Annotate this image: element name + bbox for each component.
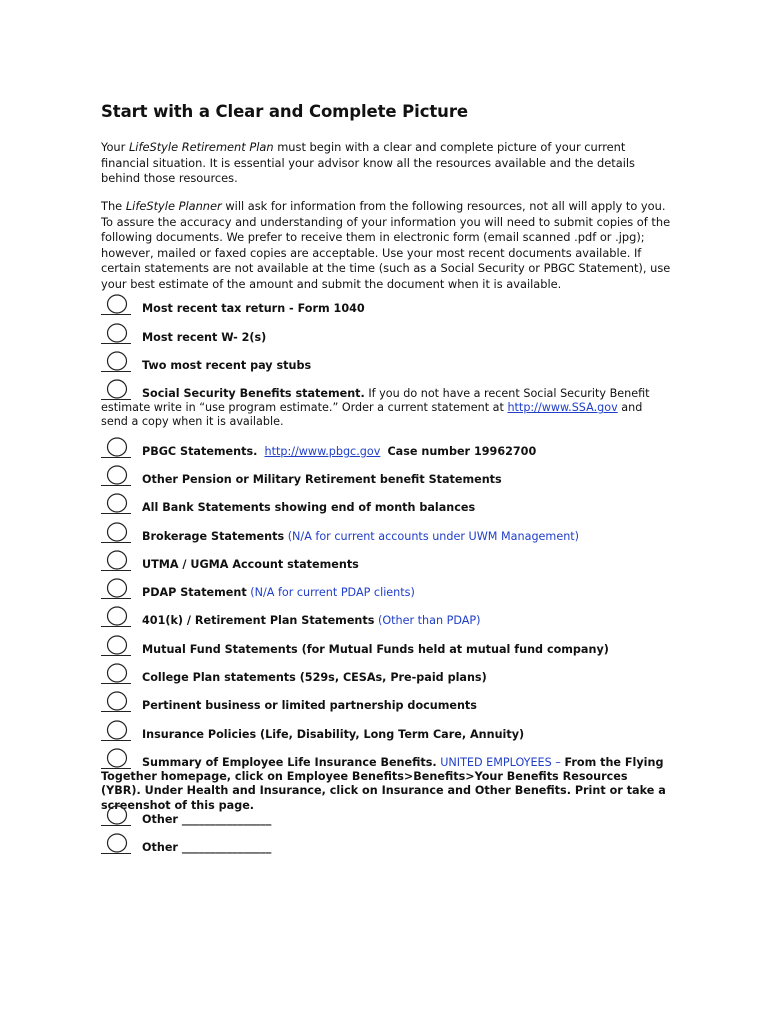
checkbox-circle-icon[interactable] bbox=[101, 437, 131, 459]
pbgc-link[interactable]: http://www.pbgc.gov bbox=[264, 445, 381, 458]
page-title: Start with a Clear and Complete Picture bbox=[101, 102, 468, 121]
checkbox-circle-icon[interactable] bbox=[101, 522, 131, 544]
checklist-item-tax-return bbox=[101, 294, 671, 316]
checklist-item-pdap bbox=[101, 578, 671, 600]
plan-name: LifeStyle Retirement Plan bbox=[128, 140, 274, 154]
checklist-item-social-security bbox=[101, 379, 671, 430]
item-detail-rest: and send a copy when it is available. bbox=[101, 401, 643, 429]
checklist-item-brokerage bbox=[101, 522, 671, 544]
item-label: Most recent W- 2(s) bbox=[142, 331, 267, 344]
checklist-item-business bbox=[101, 691, 671, 713]
checklist-item-other-1 bbox=[101, 805, 671, 827]
item-label: Brokerage Statements bbox=[142, 530, 285, 543]
checkbox-circle-icon[interactable] bbox=[101, 635, 131, 657]
item-detail: From the Flying Together homepage, click on Employee Benefits>Benefits>Your Benefits Resources (YBR). Under Health and Insurance, click on Insurance and Other Benefits. Print or take a screenshot of this page. bbox=[101, 756, 666, 812]
item-label: Other Pension or Military Retirement benefit Statements bbox=[142, 473, 502, 486]
checklist-item-bank bbox=[101, 493, 671, 515]
item-label: All Bank Statements showing end of month balances bbox=[142, 501, 476, 514]
item-label: UTMA / UGMA Account statements bbox=[142, 558, 359, 571]
checklist-item-mutual-fund bbox=[101, 635, 671, 657]
checkbox-circle-icon[interactable] bbox=[101, 578, 131, 600]
intro-text: Your bbox=[101, 140, 129, 154]
checkbox-circle-icon[interactable] bbox=[101, 465, 131, 487]
checkbox-circle-icon[interactable] bbox=[101, 323, 131, 345]
checkbox-circle-icon[interactable] bbox=[101, 294, 131, 316]
intro-paragraph bbox=[101, 140, 671, 187]
planner-name: LifeStyle Planner bbox=[125, 199, 222, 213]
checklist-item-pension bbox=[101, 465, 671, 487]
checklist-item-college-plan bbox=[101, 663, 671, 685]
item-note: (N/A for current accounts under UWM Management) bbox=[287, 530, 580, 543]
checkbox-circle-icon[interactable] bbox=[101, 493, 131, 515]
checklist-item-insurance bbox=[101, 720, 671, 742]
checkbox-circle-icon[interactable] bbox=[101, 550, 131, 572]
item-label: College Plan statements (529s, CESAs, Pre-paid plans) bbox=[142, 671, 487, 684]
ssa-link[interactable]: http://www.SSA.gov bbox=[507, 401, 618, 415]
item-label: Most recent tax return - Form 1040 bbox=[142, 302, 365, 315]
item-label: Other ________________ bbox=[142, 813, 272, 826]
checklist-item-utma bbox=[101, 550, 671, 572]
item-label: 401(k) / Retirement Plan Statements bbox=[142, 614, 375, 627]
checkbox-circle-icon[interactable] bbox=[101, 805, 131, 827]
checkbox-circle-icon[interactable] bbox=[101, 663, 131, 685]
item-label: Other ________________ bbox=[142, 841, 272, 854]
checkbox-circle-icon[interactable] bbox=[101, 720, 131, 742]
checklist-item-401k bbox=[101, 606, 671, 628]
item-label: Insurance Policies (Life, Disability, Long Term Care, Annuity) bbox=[142, 728, 525, 741]
instructions-text: The bbox=[101, 199, 126, 213]
checkbox-circle-icon[interactable] bbox=[101, 351, 131, 373]
intro-text-rest: must begin with a clear and complete picture of your current financial situation. It is essential your advisor know all the resources available and the details behind those resources. bbox=[101, 140, 635, 186]
checkbox-circle-icon[interactable] bbox=[101, 833, 131, 855]
item-label: Pertinent business or limited partnership documents bbox=[142, 699, 477, 712]
checklist-item-pay-stubs bbox=[101, 351, 671, 373]
item-note: UNITED EMPLOYEES – bbox=[440, 756, 561, 769]
instructions-text-rest: will ask for information from the following resources, not all will apply to you. To assure the accuracy and understanding of your information you will need to submit copies of the following documents. We prefer to receive them in electronic form (email scanned .pdf or .jpg); however, mailed or faxed copies are acceptable. Use your most recent documents available. If certain statements are not available at the time (such as a Social Security or PBGC Statement), use your best estimate of the amount and submit the document when it is available. bbox=[101, 199, 671, 291]
item-label: PBGC Statements. bbox=[142, 445, 258, 458]
item-note: (N/A for current PDAP clients) bbox=[250, 586, 415, 599]
item-label: Mutual Fund Statements (for Mutual Funds held at mutual fund company) bbox=[142, 643, 609, 656]
item-label: Two most recent pay stubs bbox=[142, 359, 312, 372]
item-label: Social Security Benefits statement. bbox=[142, 387, 365, 400]
item-label: PDAP Statement bbox=[142, 586, 247, 599]
checklist-item-employee-life bbox=[101, 748, 671, 813]
checkbox-circle-icon[interactable] bbox=[101, 606, 131, 628]
item-label: Summary of Employee Life Insurance Benefits. bbox=[142, 756, 437, 769]
item-detail: If you do not have a recent Social Security Benefit estimate write in “use program estimate.” Order a current statement at bbox=[101, 387, 650, 415]
case-number: Case number 19962700 bbox=[387, 445, 537, 458]
checkbox-circle-icon[interactable] bbox=[101, 691, 131, 713]
item-note: (Other than PDAP) bbox=[377, 614, 481, 627]
checklist-item-w2 bbox=[101, 323, 671, 345]
checkbox-circle-icon[interactable] bbox=[101, 379, 131, 401]
checklist-item-other-2 bbox=[101, 833, 671, 855]
checklist-item-pbgc bbox=[101, 437, 671, 459]
instructions-paragraph bbox=[101, 199, 671, 293]
checkbox-circle-icon[interactable] bbox=[101, 748, 131, 770]
